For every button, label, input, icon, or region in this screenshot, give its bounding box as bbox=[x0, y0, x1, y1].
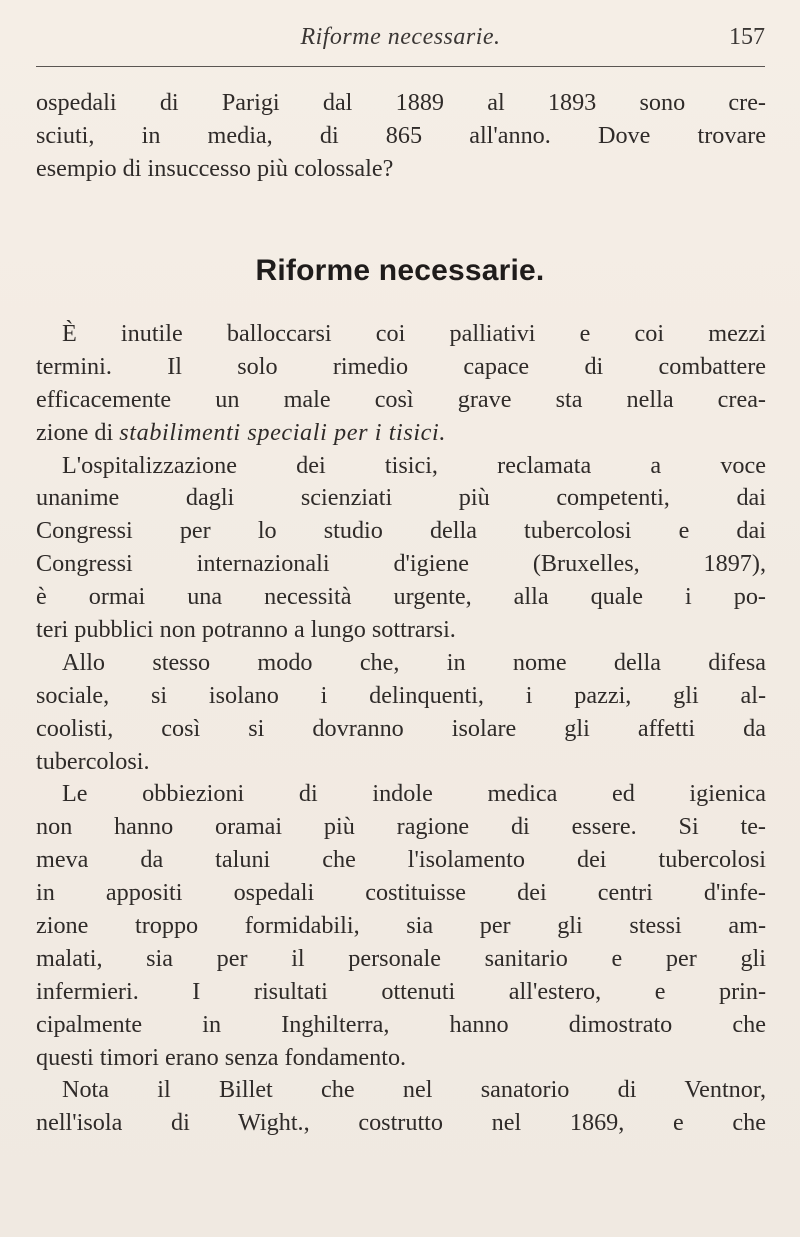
body-text bbox=[36, 318, 766, 1140]
text-line: termini. Il solo rimedio capace di combattere bbox=[36, 352, 766, 380]
section-heading: Riforme necessarie. bbox=[255, 254, 545, 287]
text-run: zione di bbox=[36, 418, 120, 446]
text-line: L'ospitalizzazione dei tisici, reclamata a voce bbox=[62, 451, 766, 479]
running-title: Riforme necessarie. bbox=[300, 24, 501, 50]
text-line: Le obbiezioni di indole medica ed igienica bbox=[62, 780, 766, 808]
text-line: meva da taluni che l'isolamento dei tubercolosi bbox=[36, 846, 766, 874]
text-line: sciuti, in media, di 865 all'anno. Dove trovare bbox=[36, 121, 766, 149]
text-line: efficacemente un male così grave sta nella crea- bbox=[36, 385, 766, 413]
text-line: Congressi per lo studio della tubercolosi e dai bbox=[36, 517, 766, 545]
text-line: infermieri. I risultati ottenuti all'estero, e prin- bbox=[36, 977, 766, 1005]
text-line: teri pubblici non potranno a lungo sottrarsi. bbox=[36, 616, 456, 644]
text-line: è ormai una necessità urgente, alla quale i po- bbox=[36, 583, 766, 611]
text-line: sociale, si isolano i delinquenti, i pazzi, gli al- bbox=[36, 681, 766, 709]
text-line: questi timori erano senza fondamento. bbox=[36, 1043, 407, 1071]
text-line: ospedali di Parigi dal 1889 al 1893 sono cre- bbox=[36, 89, 766, 116]
text-line: tubercolosi. bbox=[36, 747, 150, 775]
header-rule bbox=[36, 66, 765, 67]
text-line: unanime dagli scienziati più competenti, dai bbox=[36, 484, 766, 512]
text-line: esempio di insuccesso più colossale? bbox=[36, 154, 394, 182]
text-line: non hanno oramai più ragione di essere. Si te- bbox=[36, 813, 766, 841]
emphasized-phrase: stabilimenti speciali per i tisici. bbox=[119, 418, 446, 446]
text-line: coolisti, così si dovranno isolare gli affetti da bbox=[36, 714, 766, 742]
text-line: zione troppo formidabili, sia per gli stessi am- bbox=[36, 912, 766, 940]
text-line: È inutile balloccarsi coi palliativi e coi mezzi bbox=[62, 320, 766, 347]
text-line: cipalmente in Inghilterra, hanno dimostrato che bbox=[36, 1010, 766, 1038]
running-header bbox=[36, 18, 765, 56]
intro-paragraph bbox=[36, 87, 766, 186]
text-line: in appositi ospedali costituisse dei centri d'infe- bbox=[36, 879, 766, 907]
page-number: 157 bbox=[729, 24, 765, 50]
text-line: Nota il Billet che nel sanatorio di Ventnor, bbox=[62, 1076, 766, 1104]
text-line: Congressi internazionali d'igiene (Bruxelles, 1897), bbox=[36, 550, 766, 578]
text-line bbox=[36, 417, 766, 450]
text-line: nell'isola di Wight., costrutto nel 1869, e che bbox=[36, 1109, 766, 1137]
text-line: Allo stesso modo che, in nome della difesa bbox=[62, 648, 766, 676]
text-line: malati, sia per il personale sanitario e per gli bbox=[36, 944, 766, 972]
